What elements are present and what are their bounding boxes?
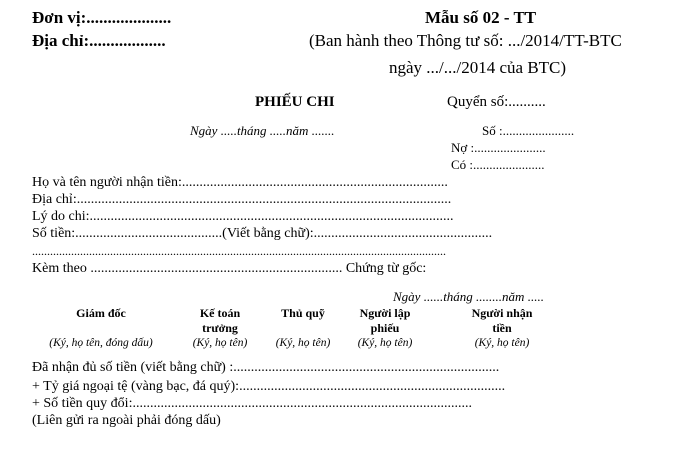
attached-documents: Kèm theo ........................................................................ Chứng từ gốc: [32, 261, 427, 276]
form-number: Mẫu số 02 - TT [425, 8, 537, 27]
exchange-rate-field: + Tỷ giá ngoại tệ (vàng bạc, đá quý):............................................................................ [32, 379, 506, 394]
amount-continuation: .......................................................................................................................................... [32, 244, 446, 258]
credit-account: Có :...................... [451, 157, 545, 172]
issued-by: (Ban hành theo Thông tư số: .../2014/TT-BTC [309, 31, 622, 50]
signature-note-chief-accountant: (Ký, họ tên) [192, 337, 248, 349]
signature-note-preparer: (Ký, họ tên) [357, 337, 413, 349]
voucher-number: Số :...................... [482, 123, 575, 138]
signature-note-director: (Ký, họ tên, đóng dấu) [49, 337, 153, 349]
amount-field: Số tiền:..........................................(Viết bằng chữ):................................................... [32, 226, 493, 241]
reason-field: Lý do chi:........................................................................................................ [32, 209, 454, 224]
debit-account: Nợ :...................... [451, 140, 546, 155]
stamp-note: (Liên gửi ra ngoài phải đóng dấu) [32, 413, 221, 428]
receiver-address-field: Địa chỉ:........................................................................................................... [32, 192, 452, 207]
unit-field: Đơn vị:.................... [32, 8, 172, 27]
document-title: PHIẾU CHI [255, 94, 335, 110]
signature-note-cashier: (Ký, họ tên) [275, 337, 331, 349]
signature-role-preparer: Người lập phiếu [359, 306, 411, 335]
signature-role-receiver: Người nhận tiền [471, 306, 533, 335]
signature-note-receiver: (Ký, họ tên) [474, 337, 530, 349]
issued-date: ngày .../.../2014 của BTC) [389, 58, 567, 77]
signature-date: Ngày ......tháng ........năm ..... [393, 289, 544, 304]
received-amount-field: Đã nhận đủ số tiền (viết bằng chữ) :............................................................................ [32, 360, 500, 375]
address-header-field: Địa chỉ:.................. [32, 31, 166, 50]
converted-amount-field: + Số tiền quy đổi:................................................................................................. [32, 396, 472, 411]
signature-role-cashier: Thủ quỹ [281, 306, 325, 320]
book-number: Quyển số:.......... [447, 94, 546, 110]
issue-date: Ngày .....tháng .....năm ....... [190, 123, 335, 138]
receiver-name-field: Họ và tên người nhận tiền:............................................................................ [32, 175, 448, 190]
signature-role-chief-accountant: Kế toán trưởng [199, 306, 241, 335]
signature-role-director: Giám đốc [76, 306, 126, 320]
